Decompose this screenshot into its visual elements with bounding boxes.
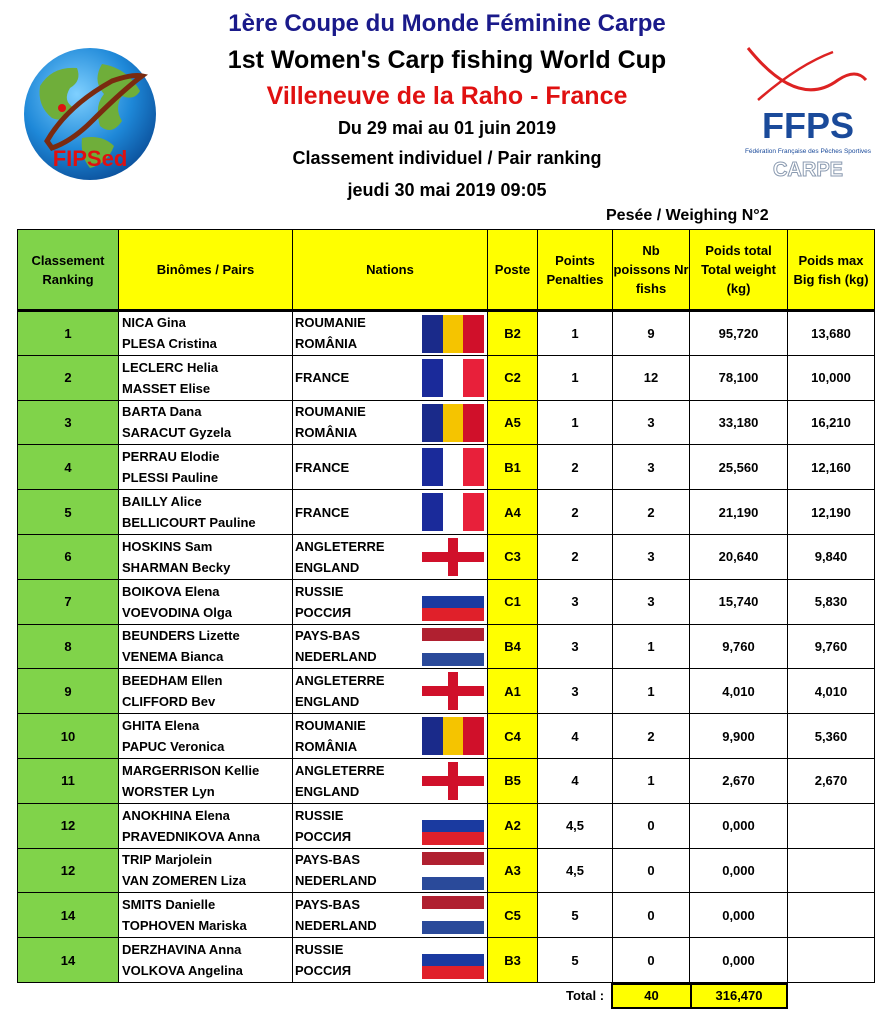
flag-fr-icon bbox=[422, 493, 484, 531]
nation-native: ENGLAND bbox=[295, 559, 360, 575]
pair-member-1: DERZHAVINA Anna bbox=[122, 942, 242, 958]
total-weight-cell: 0,000 bbox=[690, 893, 788, 938]
big-fish-cell: 13,680 bbox=[788, 311, 875, 356]
nation-french: RUSSIE bbox=[295, 942, 344, 958]
title-ranking: Classement individuel / Pair ranking bbox=[292, 148, 602, 168]
nation-french: ANGLETERRE bbox=[295, 762, 385, 778]
total-weight-cell: 4,010 bbox=[690, 669, 788, 714]
nb-fish-cell: 9 bbox=[613, 311, 690, 356]
nation-cell bbox=[293, 848, 488, 893]
points-cell: 2 bbox=[538, 490, 613, 535]
fipsed-logo bbox=[22, 46, 158, 182]
col-pairs-header: Binômes / Pairs bbox=[119, 230, 293, 311]
title-location: Villeneuve de la Raho - France bbox=[266, 82, 628, 110]
table-row bbox=[18, 445, 875, 490]
poste-cell: C3 bbox=[488, 534, 538, 579]
flag-ro-icon bbox=[422, 717, 484, 755]
poste-cell: C4 bbox=[488, 714, 538, 759]
rank-cell: 7 bbox=[18, 579, 119, 624]
pair-cell bbox=[119, 803, 293, 848]
big-fish-cell bbox=[788, 848, 875, 893]
pair-member-1: BARTA Dana bbox=[122, 404, 202, 420]
nation-cell bbox=[293, 534, 488, 579]
table-row bbox=[18, 355, 875, 400]
nb-fish-cell: 0 bbox=[613, 893, 690, 938]
nation-native: ROMÂNIA bbox=[295, 336, 358, 352]
points-cell: 5 bbox=[538, 893, 613, 938]
nb-fish-cell: 0 bbox=[613, 938, 690, 983]
nation-french: ROUMANIE bbox=[295, 718, 366, 734]
total-weight: 316,470 bbox=[690, 983, 788, 1009]
col-nbfish-header: Nb poissons Nr fishs bbox=[613, 230, 690, 311]
pair-cell bbox=[119, 848, 293, 893]
nation-french: PAYS-BAS bbox=[295, 897, 361, 913]
pair-member-2: VOLKOVA Angelina bbox=[122, 963, 243, 979]
nation-french: ANGLETERRE bbox=[295, 673, 385, 689]
big-fish-cell bbox=[788, 803, 875, 848]
pair-member-2: PRAVEDNIKOVA Anna bbox=[122, 828, 260, 844]
pair-cell bbox=[119, 938, 293, 983]
big-fish-cell: 12,190 bbox=[788, 490, 875, 535]
points-cell: 4,5 bbox=[538, 848, 613, 893]
poste-cell: B3 bbox=[488, 938, 538, 983]
total-nb-fish: 40 bbox=[611, 983, 692, 1009]
table-row bbox=[18, 579, 875, 624]
nation-french: FRANCE bbox=[295, 504, 350, 520]
flag-en-icon bbox=[422, 672, 484, 710]
flag-fr-icon bbox=[422, 359, 484, 397]
flag-ru-icon bbox=[422, 807, 484, 845]
pair-cell bbox=[119, 758, 293, 803]
rank-cell: 10 bbox=[18, 714, 119, 759]
total-weight-cell: 0,000 bbox=[690, 803, 788, 848]
pair-cell bbox=[119, 355, 293, 400]
weighing-label: Pesée / Weighing N°2 bbox=[606, 207, 769, 224]
poste-cell: A2 bbox=[488, 803, 538, 848]
poste-cell: A3 bbox=[488, 848, 538, 893]
col-nations-header: Nations bbox=[293, 230, 488, 311]
pair-member-2: SHARMAN Becky bbox=[122, 559, 231, 575]
total-weight-cell: 0,000 bbox=[690, 848, 788, 893]
rank-cell: 6 bbox=[18, 534, 119, 579]
poste-cell: B4 bbox=[488, 624, 538, 669]
total-weight-cell: 9,760 bbox=[690, 624, 788, 669]
nation-native: ROMÂNIA bbox=[295, 425, 358, 441]
flag-ru-icon bbox=[422, 941, 484, 979]
col-big-fish-header: Poids max Big fish (kg) bbox=[788, 230, 875, 311]
total-weight-cell: 0,000 bbox=[690, 938, 788, 983]
svg-text:FFPS: FFPS bbox=[761, 105, 855, 146]
rank-cell: 14 bbox=[18, 893, 119, 938]
total-weight-cell: 9,900 bbox=[690, 714, 788, 759]
rank-cell: 1 bbox=[18, 311, 119, 356]
flag-nl-icon bbox=[422, 628, 484, 666]
nation-french: PAYS-BAS bbox=[295, 628, 361, 644]
big-fish-cell: 16,210 bbox=[788, 400, 875, 445]
nb-fish-cell: 12 bbox=[613, 355, 690, 400]
points-cell: 2 bbox=[538, 534, 613, 579]
total-weight-cell: 20,640 bbox=[690, 534, 788, 579]
nation-cell bbox=[293, 355, 488, 400]
pair-cell bbox=[119, 445, 293, 490]
total-weight-cell: 15,740 bbox=[690, 579, 788, 624]
pair-member-1: LECLERC Helia bbox=[122, 359, 219, 375]
pair-member-2: PAPUC Veronica bbox=[122, 739, 225, 755]
nb-fish-cell: 3 bbox=[613, 400, 690, 445]
points-cell: 4 bbox=[538, 758, 613, 803]
nb-fish-cell: 2 bbox=[613, 714, 690, 759]
pair-cell bbox=[119, 400, 293, 445]
pair-member-1: SMITS Danielle bbox=[122, 897, 216, 913]
pair-member-2: SARACUT Gyzela bbox=[122, 425, 232, 441]
rank-cell: 2 bbox=[18, 355, 119, 400]
points-cell: 2 bbox=[538, 445, 613, 490]
svg-text:Fédération Française des Pêche: Fédération Française des Pêches Sportives bbox=[744, 148, 872, 155]
big-fish-cell: 5,830 bbox=[788, 579, 875, 624]
flag-nl-icon bbox=[422, 896, 484, 934]
nation-native: NEDERLAND bbox=[295, 649, 377, 665]
pair-member-1: TRIP Marjolein bbox=[122, 852, 213, 868]
total-weight-cell: 95,720 bbox=[690, 311, 788, 356]
col-poste-header: Poste bbox=[488, 230, 538, 311]
nation-french: RUSSIE bbox=[295, 583, 344, 599]
table-row bbox=[18, 893, 875, 938]
nation-cell bbox=[293, 938, 488, 983]
title-french: 1ère Coupe du Monde Féminine Carpe bbox=[228, 10, 666, 37]
big-fish-cell: 10,000 bbox=[788, 355, 875, 400]
col-points-header: Points Penalties bbox=[538, 230, 613, 311]
svg-text:CARPE: CARPE bbox=[772, 159, 844, 181]
pair-cell bbox=[119, 714, 293, 759]
nation-native: NEDERLAND bbox=[295, 873, 377, 889]
pair-member-1: BEEDHAM Ellen bbox=[122, 673, 223, 689]
poste-cell: C1 bbox=[488, 579, 538, 624]
pair-member-2: MASSET Elise bbox=[122, 380, 211, 396]
big-fish-cell: 4,010 bbox=[788, 669, 875, 714]
pair-member-1: ANOKHINA Elena bbox=[122, 807, 230, 823]
poste-cell: C2 bbox=[488, 355, 538, 400]
big-fish-cell: 12,160 bbox=[788, 445, 875, 490]
poste-cell: C5 bbox=[488, 893, 538, 938]
rank-cell: 8 bbox=[18, 624, 119, 669]
pair-member-2: BELLICOURT Pauline bbox=[122, 515, 256, 531]
pair-cell bbox=[119, 534, 293, 579]
poste-cell: B2 bbox=[488, 311, 538, 356]
points-cell: 3 bbox=[538, 579, 613, 624]
total-weight-cell: 2,670 bbox=[690, 758, 788, 803]
table-row bbox=[18, 758, 875, 803]
flag-fr-icon bbox=[422, 448, 484, 486]
flag-ro-icon bbox=[422, 315, 484, 353]
pair-member-1: BEUNDERS Lizette bbox=[122, 628, 240, 644]
pair-member-1: BOIKOVA Elena bbox=[122, 583, 220, 599]
nation-cell bbox=[293, 714, 488, 759]
total-weight-cell: 21,190 bbox=[690, 490, 788, 535]
rank-cell: 12 bbox=[18, 848, 119, 893]
rank-cell: 9 bbox=[18, 669, 119, 714]
table-row bbox=[18, 534, 875, 579]
nation-cell bbox=[293, 669, 488, 714]
points-cell: 1 bbox=[538, 355, 613, 400]
table-row bbox=[18, 490, 875, 535]
pair-cell bbox=[119, 490, 293, 535]
nation-native: ROMÂNIA bbox=[295, 739, 358, 755]
poste-cell: B5 bbox=[488, 758, 538, 803]
total-label: Total : bbox=[566, 988, 605, 1003]
col-rank-header: Classement Ranking bbox=[18, 230, 119, 311]
poste-cell: A5 bbox=[488, 400, 538, 445]
points-cell: 4,5 bbox=[538, 803, 613, 848]
points-cell: 1 bbox=[538, 400, 613, 445]
pair-member-1: GHITA Elena bbox=[122, 718, 200, 734]
nb-fish-cell: 0 bbox=[613, 803, 690, 848]
table-row bbox=[18, 400, 875, 445]
nb-fish-cell: 2 bbox=[613, 490, 690, 535]
pair-member-1: HOSKINS Sam bbox=[122, 538, 213, 554]
nation-french: ROUMANIE bbox=[295, 404, 366, 420]
nation-cell bbox=[293, 758, 488, 803]
pair-member-2: PLESA Cristina bbox=[122, 336, 217, 352]
points-cell: 1 bbox=[538, 311, 613, 356]
nation-french: FRANCE bbox=[295, 459, 350, 475]
flag-en-icon bbox=[422, 762, 484, 800]
table-row bbox=[18, 848, 875, 893]
svg-text:FIPSed: FIPSed bbox=[52, 146, 128, 171]
nb-fish-cell: 1 bbox=[613, 669, 690, 714]
nation-cell bbox=[293, 579, 488, 624]
pair-member-1: NICA Gina bbox=[122, 315, 186, 331]
rank-cell: 5 bbox=[18, 490, 119, 535]
nation-native: РОССИЯ bbox=[295, 963, 352, 979]
total-weight-cell: 78,100 bbox=[690, 355, 788, 400]
table-row bbox=[18, 669, 875, 714]
poste-cell: A1 bbox=[488, 669, 538, 714]
total-weight-cell: 25,560 bbox=[690, 445, 788, 490]
pair-member-2: CLIFFORD Bev bbox=[122, 694, 216, 710]
nb-fish-cell: 3 bbox=[613, 534, 690, 579]
pair-cell bbox=[119, 624, 293, 669]
big-fish-cell bbox=[788, 938, 875, 983]
table-row bbox=[18, 624, 875, 669]
nation-cell bbox=[293, 311, 488, 356]
table-row bbox=[18, 803, 875, 848]
nb-fish-cell: 0 bbox=[613, 848, 690, 893]
table-row bbox=[18, 311, 875, 356]
nb-fish-cell: 3 bbox=[613, 445, 690, 490]
nation-french: FRANCE bbox=[295, 370, 350, 386]
nation-native: РОССИЯ bbox=[295, 828, 352, 844]
nation-french: ROUMANIE bbox=[295, 315, 366, 331]
pair-member-2: VOEVODINA Olga bbox=[122, 604, 233, 620]
nation-cell bbox=[293, 490, 488, 535]
pair-cell bbox=[119, 669, 293, 714]
title-dates: Du 29 mai au 01 juin 2019 bbox=[337, 118, 557, 138]
table-row bbox=[18, 938, 875, 983]
pair-member-1: BAILLY Alice bbox=[122, 494, 202, 510]
nation-french: PAYS-BAS bbox=[295, 852, 361, 868]
pair-member-2: VENEMA Bianca bbox=[122, 649, 224, 665]
nation-native: ENGLAND bbox=[295, 694, 360, 710]
nation-native: РОССИЯ bbox=[295, 604, 352, 620]
points-cell: 3 bbox=[538, 624, 613, 669]
rank-cell: 14 bbox=[18, 938, 119, 983]
rank-cell: 12 bbox=[18, 803, 119, 848]
title-timestamp: jeudi 30 mai 2019 09:05 bbox=[347, 180, 547, 200]
nb-fish-cell: 1 bbox=[613, 758, 690, 803]
points-cell: 4 bbox=[538, 714, 613, 759]
points-cell: 3 bbox=[538, 669, 613, 714]
flag-en-icon bbox=[422, 538, 484, 576]
title-english: 1st Women's Carp fishing World Cup bbox=[227, 46, 667, 74]
nation-french: ANGLETERRE bbox=[295, 538, 385, 554]
rank-cell: 4 bbox=[18, 445, 119, 490]
pair-cell bbox=[119, 579, 293, 624]
pair-member-2: VAN ZOMEREN Liza bbox=[122, 873, 246, 889]
big-fish-cell: 2,670 bbox=[788, 758, 875, 803]
pair-member-2: TOPHOVEN Mariska bbox=[122, 918, 247, 934]
pair-cell bbox=[119, 893, 293, 938]
ranking-table bbox=[17, 229, 875, 983]
col-total-weight-header: Poids total Total weight (kg) bbox=[690, 230, 788, 311]
nation-native: NEDERLAND bbox=[295, 918, 377, 934]
pair-member-1: MARGERRISON Kellie bbox=[122, 762, 260, 778]
rank-cell: 11 bbox=[18, 758, 119, 803]
nb-fish-cell: 1 bbox=[613, 624, 690, 669]
poste-cell: B1 bbox=[488, 445, 538, 490]
big-fish-cell bbox=[788, 893, 875, 938]
points-cell: 5 bbox=[538, 938, 613, 983]
total-weight-cell: 33,180 bbox=[690, 400, 788, 445]
flag-ro-icon bbox=[422, 404, 484, 442]
nation-cell bbox=[293, 624, 488, 669]
big-fish-cell: 9,840 bbox=[788, 534, 875, 579]
nation-native: ENGLAND bbox=[295, 783, 360, 799]
flag-ru-icon bbox=[422, 583, 484, 621]
rank-cell: 3 bbox=[18, 400, 119, 445]
table-header-row bbox=[18, 230, 875, 311]
poste-cell: A4 bbox=[488, 490, 538, 535]
big-fish-cell: 5,360 bbox=[788, 714, 875, 759]
pair-cell bbox=[119, 311, 293, 356]
ffps-logo bbox=[738, 40, 878, 185]
nation-cell bbox=[293, 893, 488, 938]
nation-cell bbox=[293, 400, 488, 445]
pair-member-2: PLESSI Pauline bbox=[122, 470, 219, 486]
big-fish-cell: 9,760 bbox=[788, 624, 875, 669]
nation-cell bbox=[293, 445, 488, 490]
nation-cell bbox=[293, 803, 488, 848]
pair-member-1: PERRAU Elodie bbox=[122, 449, 220, 465]
table-row bbox=[18, 714, 875, 759]
nb-fish-cell: 3 bbox=[613, 579, 690, 624]
flag-nl-icon bbox=[422, 852, 484, 890]
nation-french: RUSSIE bbox=[295, 807, 344, 823]
pair-member-2: WORSTER Lyn bbox=[122, 783, 215, 799]
